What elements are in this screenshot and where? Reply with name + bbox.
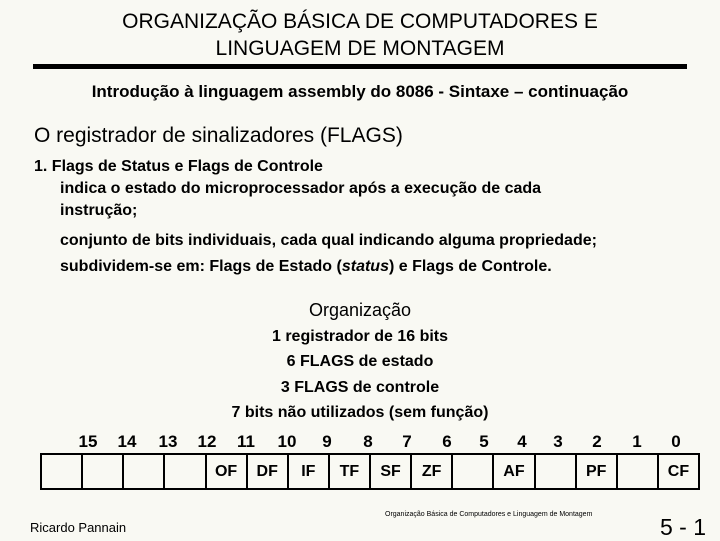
bit-number-3: 3 — [553, 432, 563, 451]
footer-author: Ricardo Pannain — [30, 520, 127, 535]
bit-cell-11: OF — [207, 455, 248, 488]
organization-title: Organização — [308, 300, 412, 320]
organization-line-4: 7 bits não utilizados (sem função) — [231, 404, 489, 421]
slide-title-line-2: LINGUAGEM DE MONTAGEM — [215, 37, 505, 60]
bit-number-5: 5 — [479, 432, 489, 451]
organization-line-2: 6 FLAGS de estado — [286, 353, 434, 370]
bit-number-14: 14 — [117, 432, 137, 451]
bit-cell-15 — [42, 455, 83, 488]
description-line-3: conjunto de bits individuais, cada qual indicando alguma propriedade; — [60, 232, 597, 249]
footer-caption: Organização Básica de Computadores e Linguagem de Montagem — [385, 511, 593, 518]
description-line-2: instrução; — [60, 202, 138, 219]
bit-number-8: 8 — [363, 432, 373, 451]
bit-number-9: 9 — [322, 432, 332, 451]
page-number: 5 - 1 — [660, 514, 707, 540]
slide-title — [0, 8, 720, 62]
list-item-1: 1. Flags de Status e Flags de Controle — [34, 158, 323, 175]
bit-number-1: 1 — [632, 432, 642, 451]
bit-cell-3 — [536, 455, 577, 488]
bit-number-4: 4 — [517, 432, 527, 451]
bit-number-7: 7 — [402, 432, 412, 451]
bit-number-2: 2 — [592, 432, 602, 451]
organization-line-3: 3 FLAGS de controle — [280, 379, 440, 396]
bit-number-11: 11 — [237, 432, 255, 451]
bit-cell-12 — [165, 455, 206, 488]
description-line-4-start: subdividem-se em: Flags de Estado ( — [60, 258, 342, 275]
bit-cell-2: PF — [577, 455, 618, 488]
organization-line-1: 1 registrador de 16 bits — [271, 328, 449, 345]
bit-number-13: 13 — [158, 432, 178, 451]
bit-cell-9: IF — [289, 455, 330, 488]
status-word: status — [341, 258, 389, 275]
bit-cell-0: CF — [667, 462, 690, 480]
bit-cell-14 — [83, 455, 124, 488]
description-line-1: indica o estado do microprocessador após a execução de cada — [60, 180, 542, 197]
bit-number-0: 0 — [671, 432, 681, 451]
bit-cell-1 — [618, 455, 659, 488]
bit-number-15: 15 — [78, 432, 98, 451]
bit-number-6: 6 — [442, 432, 452, 451]
bit-cell-10: DF — [248, 455, 289, 488]
title-divider — [33, 64, 687, 69]
slide-subtitle: Introdução à linguagem assembly do 8086 - Sintaxe – continuação — [91, 82, 629, 101]
bit-cell-5 — [453, 455, 494, 488]
bit-number-10: 10 — [277, 432, 297, 451]
section-heading: O registrador de sinalizadores (FLAGS) — [34, 124, 403, 147]
slide-title-line-1: ORGANIZAÇÃO BÁSICA DE COMPUTADORES E — [122, 10, 598, 33]
flags-register — [40, 453, 700, 490]
bit-cell-8: TF — [330, 455, 371, 488]
description-line-4 — [60, 256, 552, 278]
bit-cell-13 — [124, 455, 165, 488]
bit-cell-6: ZF — [412, 455, 453, 488]
bit-number-12: 12 — [197, 432, 217, 451]
bit-cell-7: SF — [371, 455, 412, 488]
description-line-4-end: ) e Flags de Controle. — [388, 258, 552, 275]
bit-cell-4: AF — [494, 455, 535, 488]
